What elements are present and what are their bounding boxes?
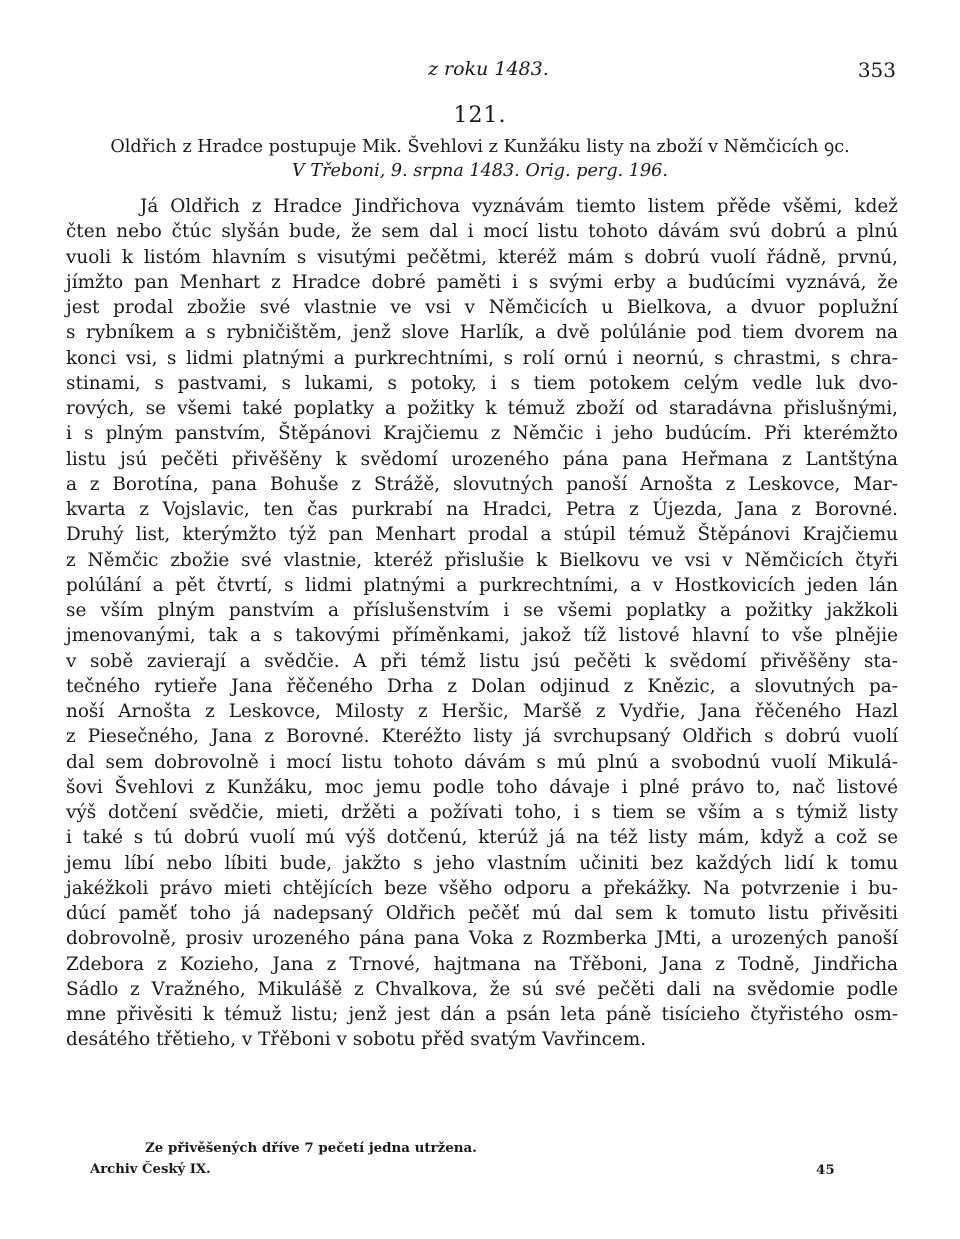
body-line: se vším plným panstvím a příslušenstvím i se všemi poplatky a požitky jakžkoli [66,600,898,621]
body-line: výš dotčení svědčie, mieti, držěti a požívati toho, i s tiem se vším a s týmiž listy [66,802,898,823]
body-line: dobrovolně, prosiv urozeného pána pana Voka z Rozmberka JMti, a urozených panoší [66,928,898,950]
body-line: listu jsú pečěti přivěšěny k svědomí urozeného pána pana Heřmana z Lantštýna [66,448,898,470]
body-line: desátého třětieho, v Třěboni v sobotu přěd svatým Vavřincem. [66,1029,647,1051]
body-line: v sobě zavierají a svědčie. A při témž listu jsú pečěti k svědomí přivěšěny sta- [66,650,898,672]
print-signature-right: 45 [816,1162,835,1178]
page-number: 353 [857,58,896,82]
body-line: Zdebora z Kozieho, Jana z Trnové, hajtmana na Třěboni, Jana z Todně, Jindřicha [66,953,898,975]
document-summary [64,135,896,183]
body-text [66,194,898,1053]
document-number: 121. [453,103,507,128]
body-line: dúcí paměť toho já nadepsaný Oldřich pečěť mú dal sem k tomuto listu přivěsiti [66,903,898,924]
body-line: z Piesečného, Jana z Borovné. Kteréžto listy já svrchupsaný Oldřich s dobrú vuolí [66,726,898,748]
body-line: jemu líbí nebo líbiti bude, jakžto s jeho vlastním učiniti bez každých lidí k tomu [66,852,898,874]
place-date-line: V Třeboni, 9. srpna 1483. Orig. perg. 196. [292,161,668,181]
body-line: Já Oldřich z Hradce Jindřichova vyznávám tiemto listem přěde všěmi, kdež [140,196,898,217]
body-line: jakéžkoli právo mieti chtějících beze všěho odporu a překážky. Na potvrzenie i bu- [66,877,898,899]
body-line: i s plným panstvím, Štěpánovi Krajčiemu z Němčic i jeho budúcím. Při kterémžto [66,423,898,445]
body-line: konci vsi, s lidmi platnými a purkrechtními, s rolí ornú i neornú, s chrastmi, s chra- [66,347,898,369]
body-line: dal sem dobrovolně i mocí listu tohoto dávám s mú plnú a svobodnú vuolí Mikulá- [66,751,898,773]
footnote: Ze přivěšených dříve 7 pečetí jedna utržena. [145,1140,477,1156]
body-line: jmenovanými, tak a s takovými příměnkami, jakož tíž listové hlavní to vše plnějie [66,625,898,647]
body-line: vuoli k listóm hlavním s visutými pečětmi, kteréž mám s dobrú vuolí řádně, prvnú, [66,246,898,268]
body-line: kvarta z Vojslavic, ten čas purkrabí na Hradci, Petra z Újezda, Jana z Borovné. [66,499,898,520]
body-line: rových, se všemi také poplatky a požitky k témuž zboží od staradávna přislušnými, [66,398,898,419]
body-line: tečného rytieře Jana řěčeného Drha z Dolan odjinud z Knězic, a slovutných pa- [66,675,898,697]
body-line: mne přivěsiti k témuž listu; jenž jest dán a psán leta páně tisícieho čtyřistého osm- [66,1004,898,1025]
print-signature-left: Archiv Český IX. [90,1162,211,1177]
body-line: šovi Švehlovi z Kunžáku, moc jemu podle toho dávaje i plné právo to, nač listové [66,776,898,798]
body-line: i také s tú dobrú vuolí mú výš dotčenú, kterúž já na též listy mám, když a což se [66,827,898,849]
body-line: noší Arnošta z Leskovce, Milosty z Heršic, Maršě z Vydřie, Jana řěčeného Hazl [66,701,898,722]
running-head [0,58,960,86]
body-line: jímžto pan Menhart z Hradce dobré paměti i s svými erby a budúcími vyznává, že [66,271,898,293]
body-line: z Němčic zbožie své vlastnie, kteréž přislušie k Bielkovu ve vsi v Němčicích čtyři [66,549,898,571]
body-line: jest prodal zbožie své vlastnie ve vsi v Němčicích u Bielkova, a dvuor poplužní [66,297,898,318]
running-title: z roku 1483. [428,58,549,80]
body-line: stinami, s pastvami, s lukami, s potoky, i s tiem potokem celým vedle luk dvo- [66,372,898,394]
body-line: Sádlo z Vražného, Mikulášě z Chvalkova, že sú své pečěti dali na svědomie podle [66,978,898,1000]
body-line: Druhý list, kterýmžto týž pan Menhart prodal a stúpil témuž Štěpánovi Krajčiemu [66,524,898,546]
body-line: a z Borotína, pana Bohuše z Strážě, slovutných panoší Arnošta z Leskovce, Mar- [66,473,898,495]
summary-line: Oldřich z Hradce postupuje Mik. Švehlovi z Kunžáku listy na zboží v Němčicích ꝯc. [110,137,850,157]
body-line: s rybníkem a s rybničištěm, jenž slove Harlík, a dvě polúlánie pod tiem dvorem na [66,322,898,344]
body-line: čten nebo čtúc slyšán bude, že sem dal i mocí listu tohoto dávám svú dobrú a plnú [66,221,898,243]
body-line: polúlání a pět čtvrtí, s lidmi platnými a purkrechtními, a v Hostkovicích jeden lán [66,574,898,596]
